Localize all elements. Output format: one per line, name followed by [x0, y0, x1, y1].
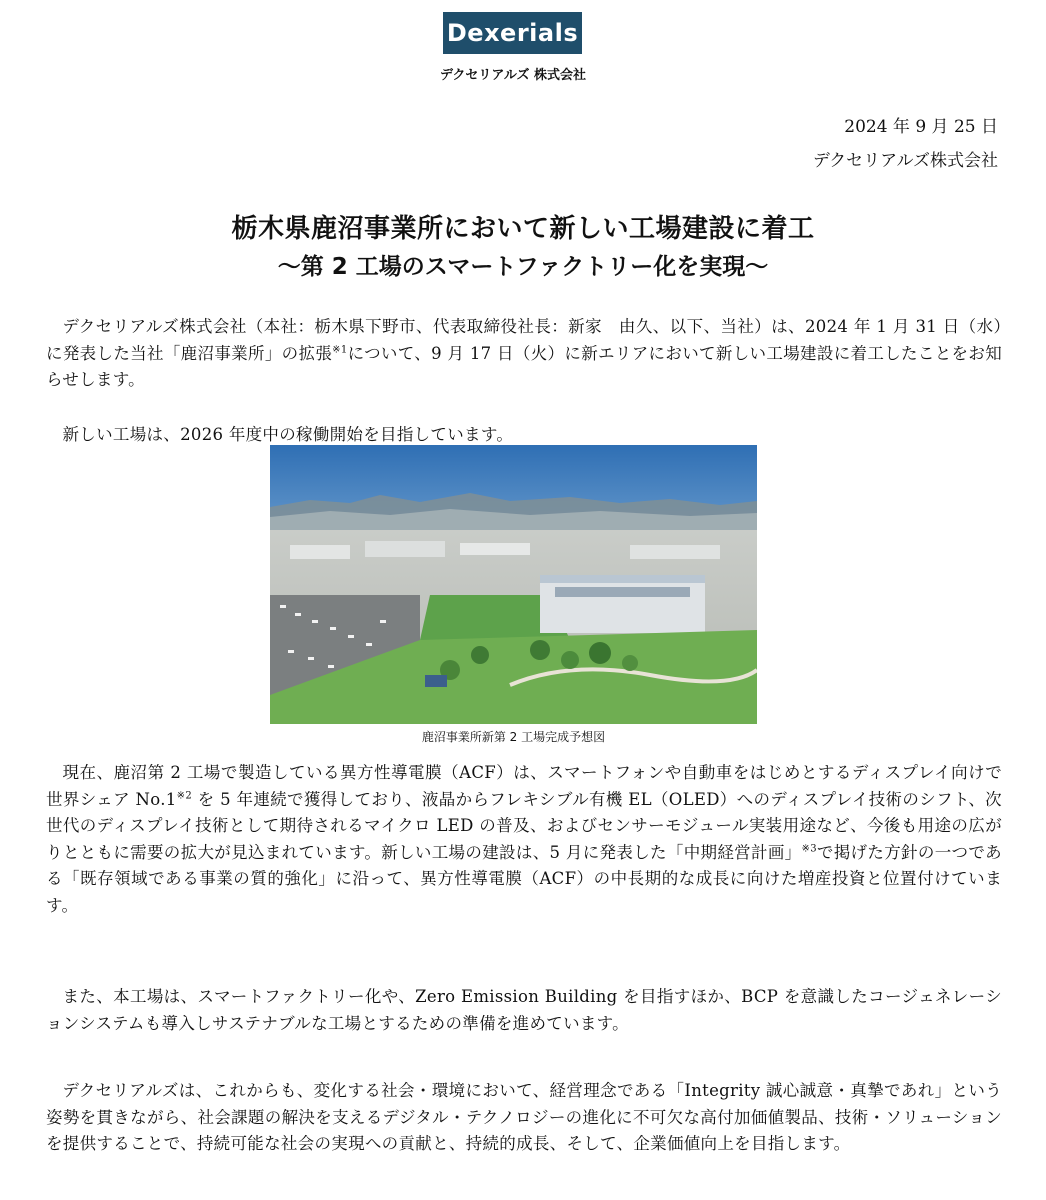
- issuer-company: デクセリアルズ株式会社: [812, 151, 998, 171]
- image-caption: 鹿沼事業所新第 2 工場完成予想図: [421, 730, 606, 744]
- paragraph-acf: [46, 760, 1002, 919]
- release-date: 2024 年 9 月 25 日: [844, 117, 998, 137]
- page-title: 栃木県鹿沼事業所において新しい工場建設に着工: [231, 214, 815, 244]
- paragraph-start-date: 新しい工場は、2026 年度中の稼働開始を目指しています。: [62, 425, 514, 444]
- paragraph-text: デクセリアルズ株式会社（本社：栃木県下野市、代表取締役社長：新家 由久、以下、当社）は、2024 年 1 月 31 日（水）に発表した当社「鹿沼事業所」の拡張: [46, 317, 1002, 363]
- footnote-ref-1: ※1: [332, 344, 348, 355]
- footnote-ref-2: ※2: [176, 790, 193, 801]
- paragraph-philosophy: デクセリアルズは、これからも、変化する社会・環境において、経営理念である「Integrity 誠心誠意・真摯であれ」という姿勢を貫きながら、社会課題の解決を支えるデジタル・テクノロジーの進化に不可欠な高付加価値製品、技術・ソリューションを提供することで、持続可能な社会の実現への貢献と、持続的成長、そして、企業価値向上を目指します。: [46, 1081, 1002, 1153]
- paragraph-text: で掲げた方針の一つである「既存領域である事業の質的強化」に沿って、異方性導電膜（ACF）の中長期的な成長に向けた増産投資と位置付けています。: [46, 842, 1002, 915]
- paragraph-text: を 5 年連続で獲得しており、液晶からフレキシブル有機 EL（OLED）へのディスプレイ技術のシフト、次世代のディスプレイ技術として期待されるマイクロ LED の普及、およびセンサーモジュール実装用途など、今後も用途の広がりとともに需要の拡大が見込まれています。新しい工場の建設は、5 月に発表した「中期経営計画」: [46, 789, 1002, 862]
- factory-rendering-image: [270, 445, 757, 724]
- paragraph-announcement: [46, 314, 1002, 394]
- paragraph-smart-factory: また、本工場は、スマートファクトリー化や、Zero Emission Building を目指すほか、BCP を意識したコージェネレーションシステムも導入しサステナブルな工場とするための準備を進めています。: [46, 987, 1002, 1033]
- paragraph-text: について、9 月 17 日（火）に新エリアにおいて新しい工場建設に着工したことをお知らせします。: [46, 343, 1002, 389]
- footnote-ref-3: ※3: [801, 843, 817, 854]
- logo-text: Dexerials: [446, 19, 579, 47]
- logo-subtitle: デクセリアルズ 株式会社: [439, 68, 587, 83]
- dexerials-logo: [443, 12, 582, 54]
- page-subtitle: ～第 2 工場のスマートファクトリー化を実現～: [277, 254, 769, 280]
- paragraph-text: 現在、鹿沼第 2 工場で製造している異方性導電膜（ACF）は、スマートフォンや自動車をはじめとするディスプレイ向けで世界シェア No.1: [46, 763, 1002, 809]
